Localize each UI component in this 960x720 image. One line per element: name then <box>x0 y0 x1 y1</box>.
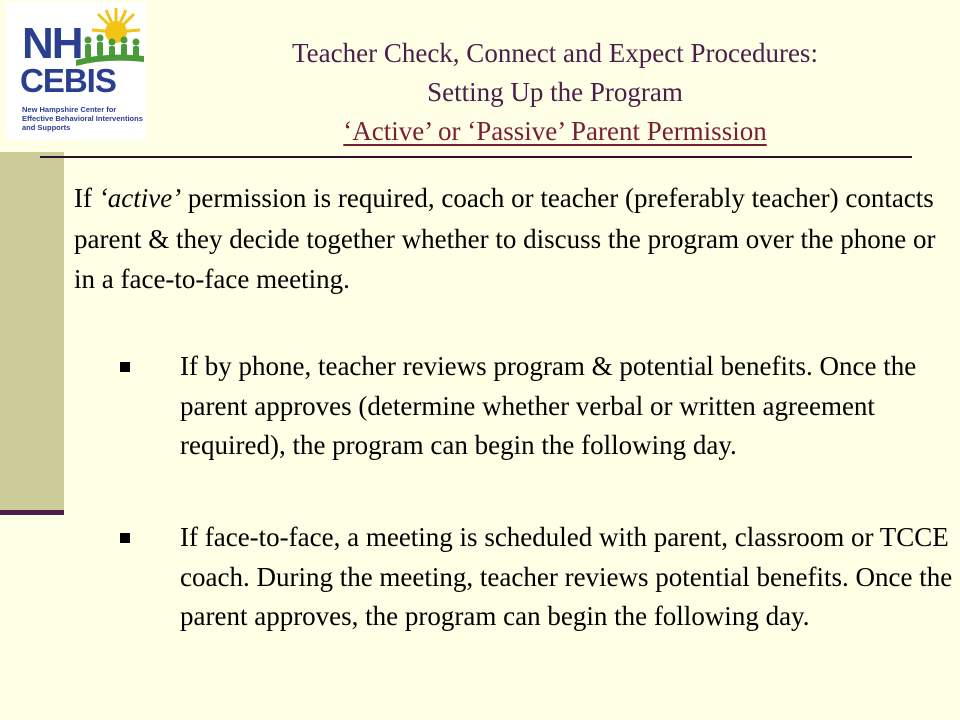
bullet-text: If face-to-face, a meeting is scheduled with parent, classroom or TCCE coach. During the meeting, teacher reviews potential benefits. Once the parent approves, the program can begin the following day. <box>180 522 953 631</box>
logo-nh-text: NH <box>22 19 82 68</box>
intro-italic: ‘active’ <box>98 183 182 213</box>
intro-prefix: If <box>74 183 99 213</box>
title-line-1: Teacher Check, Connect and Expect Procedures: <box>292 38 818 68</box>
left-accent-bar <box>0 152 64 510</box>
title-line-3: ‘Active’ or ‘Passive’ Parent Permission <box>343 116 767 146</box>
left-accent-line <box>0 510 64 515</box>
logo-cebis-text: CEBIS <box>20 62 116 99</box>
bullet-face-to-face <box>120 518 960 637</box>
bullet-square-icon <box>120 362 130 372</box>
title-divider <box>40 156 912 158</box>
slide-title <box>150 34 960 151</box>
nh-cebis-logo <box>6 2 146 140</box>
bullet-text: If by phone, teacher reviews program & potential benefits. Once the parent approves (determine whether verbal or written agreement required), the program can begin the following day. <box>180 351 917 460</box>
intro-rest: permission is required, coach or teacher (preferably teacher) contacts parent & they decide together whether to discuss the program over the phone or in a face-to-face meeting. <box>74 183 936 294</box>
logo-subtitle: New Hampshire Center for Effective Behavioral Interventions and Supports <box>22 105 143 132</box>
title-line-2: Setting Up the Program <box>427 77 683 107</box>
bullet-square-icon <box>120 533 130 543</box>
bullet-phone <box>120 347 960 466</box>
intro-paragraph <box>74 178 954 300</box>
